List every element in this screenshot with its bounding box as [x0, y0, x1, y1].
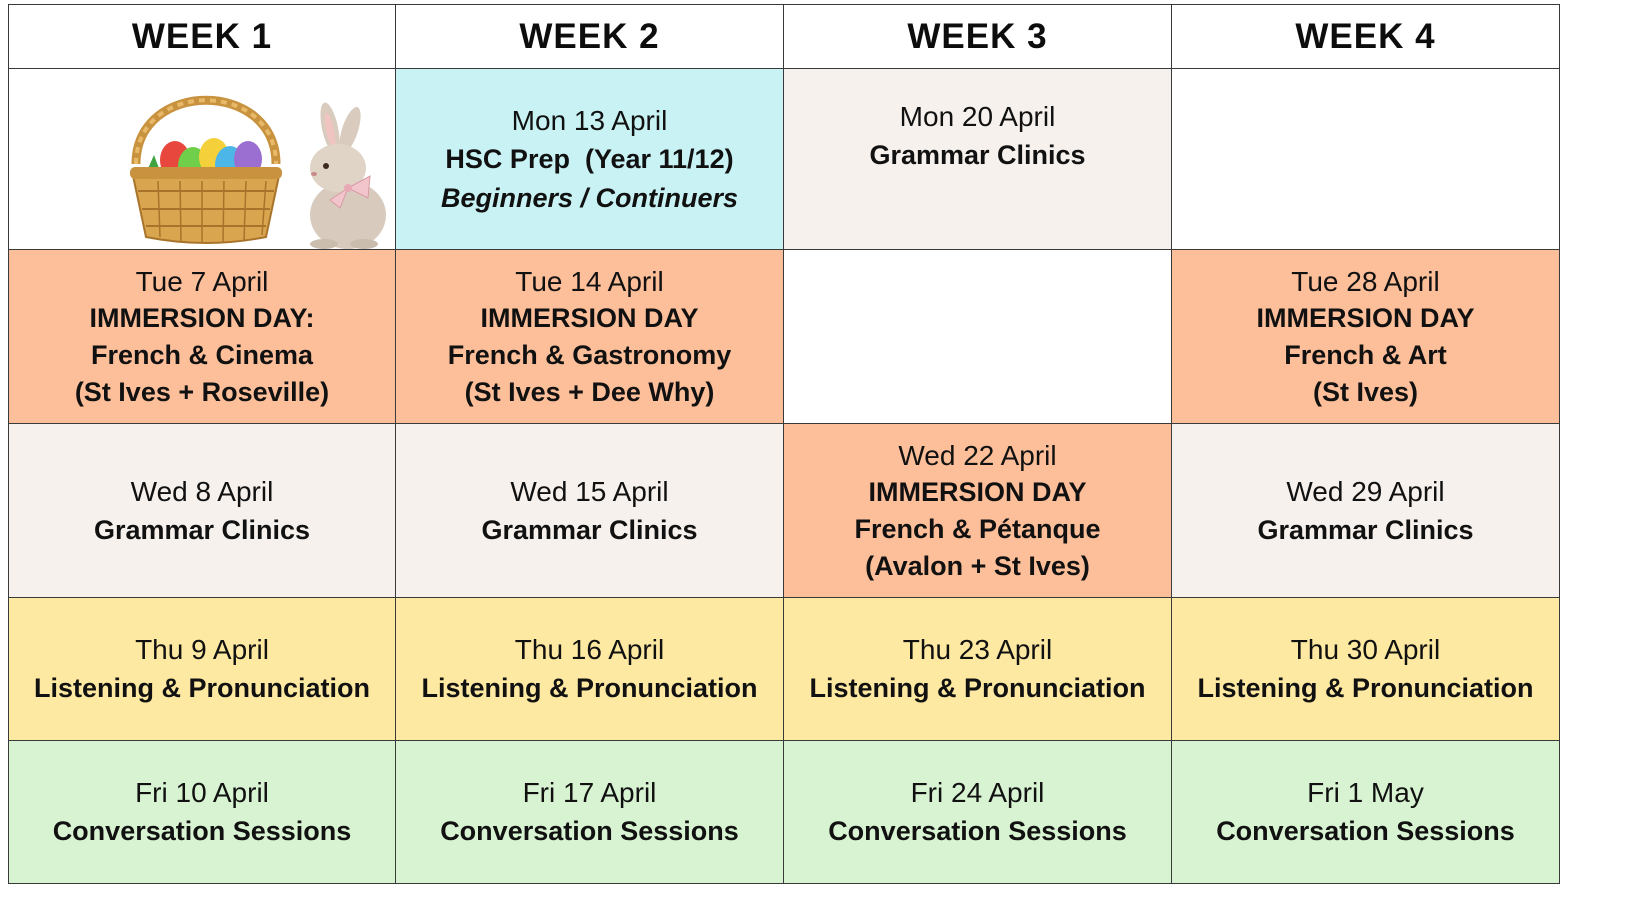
cell-wed-29-april	[1172, 424, 1560, 598]
header-week-2-label: WEEK 2	[519, 16, 660, 56]
event-theme: French & Art	[1284, 339, 1447, 370]
bunny-icon	[290, 100, 396, 250]
event-date: Mon 20 April	[899, 101, 1056, 132]
cell-fri-10-april	[8, 741, 396, 884]
event-title: Conversation Sessions	[828, 816, 1127, 846]
cell-week3-tue-empty	[784, 250, 1172, 424]
event-title: Conversation Sessions	[52, 816, 352, 846]
cell-week4-empty	[1172, 69, 1560, 250]
cell-fri-1-may	[1172, 741, 1560, 884]
cell-mon-20-april	[784, 69, 1172, 250]
event-date: Fri 17 April	[522, 777, 657, 808]
event-title: IMMERSION DAY	[1256, 302, 1475, 333]
event-date: Fri 10 April	[135, 777, 269, 808]
event-title: Conversation Sessions	[440, 816, 739, 846]
header-week-3	[784, 4, 1172, 69]
event-title: Grammar Clinics	[1257, 514, 1474, 545]
event-date: Thu 30 April	[1290, 634, 1441, 665]
event-title: Grammar Clinics	[93, 514, 311, 545]
event-date: Wed 22 April	[898, 439, 1057, 471]
event-date: Fri 24 April	[910, 777, 1045, 808]
event-title: Listening & Pronunciation	[34, 673, 370, 703]
event-title: HSC Prep (Year 11/12)	[445, 143, 734, 174]
event-title: Listening & Pronunciation	[1197, 673, 1534, 703]
header-week-2	[396, 4, 784, 69]
event-title: Listening & Pronunciation	[421, 673, 758, 703]
event-subtitle: Beginners / Continuers	[440, 182, 739, 213]
cell-fri-17-april	[396, 741, 784, 884]
header-week-4-label: WEEK 4	[1295, 16, 1436, 56]
event-title: Listening & Pronunciation	[809, 673, 1146, 703]
event-location: (St Ives + Dee Why)	[464, 376, 715, 407]
cell-week1-easter-art	[8, 69, 396, 250]
cell-tue-7-april	[8, 250, 396, 424]
event-title: IMMERSION DAY	[868, 476, 1087, 507]
event-title: Grammar Clinics	[869, 140, 1086, 170]
cell-thu-23-april	[784, 598, 1172, 741]
event-title: IMMERSION DAY:	[89, 302, 315, 333]
event-theme: French & Cinema	[90, 339, 314, 370]
cell-tue-14-april	[396, 250, 784, 424]
event-theme: French & Gastronomy	[447, 339, 732, 370]
header-week-4	[1172, 4, 1560, 69]
cell-wed-8-april	[8, 424, 396, 598]
event-location: (St Ives)	[1312, 376, 1419, 407]
header-week-1	[8, 4, 396, 69]
event-date: Mon 13 April	[511, 104, 668, 136]
cell-thu-9-april	[8, 598, 396, 741]
cell-mon-13-april	[396, 69, 784, 250]
event-date: Tue 7 April	[135, 265, 269, 297]
event-date: Fri 1 May	[1307, 777, 1424, 808]
event-date: Tue 14 April	[515, 265, 664, 297]
event-date: Tue 28 April	[1291, 265, 1440, 297]
event-location: (Avalon + St Ives)	[865, 550, 1090, 581]
event-theme: French & Pétanque	[854, 513, 1101, 544]
cell-fri-24-april	[784, 741, 1172, 884]
event-location: (St Ives + Roseville)	[74, 376, 330, 407]
event-date: Thu 23 April	[902, 634, 1053, 665]
header-week-1-label: WEEK 1	[131, 16, 273, 56]
event-date: Thu 9 April	[135, 634, 269, 665]
event-date: Thu 16 April	[514, 634, 665, 665]
event-date: Wed 29 April	[1286, 475, 1445, 507]
cell-wed-15-april	[396, 424, 784, 598]
header-week-3-label: WEEK 3	[907, 16, 1048, 56]
cell-tue-28-april	[1172, 250, 1560, 424]
event-title: Conversation Sessions	[1216, 816, 1515, 846]
schedule-table	[8, 4, 1560, 884]
event-date: Wed 8 April	[130, 475, 274, 507]
event-title: Grammar Clinics	[481, 514, 698, 545]
cell-wed-22-april	[784, 424, 1172, 598]
cell-thu-30-april	[1172, 598, 1560, 741]
cell-thu-16-april	[396, 598, 784, 741]
event-date: Wed 15 April	[510, 475, 669, 507]
event-title: IMMERSION DAY	[480, 302, 699, 333]
